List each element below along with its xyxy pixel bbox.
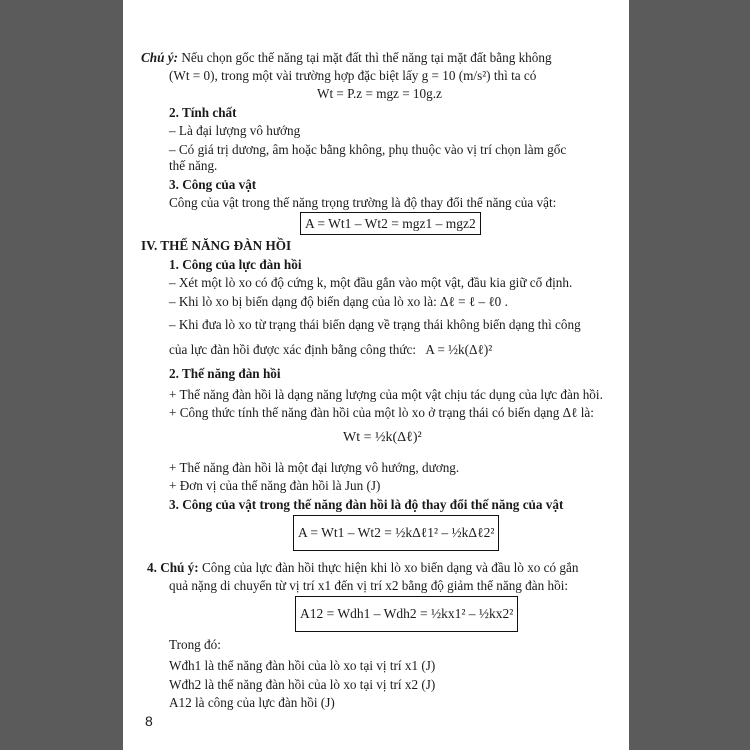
section-heading-elastic-potential: 2. Thế năng đàn hồi [169,366,281,381]
left-border [0,0,123,750]
section-heading-elastic-change: 3. Công của vật trong thế năng đàn hồi là độ thay đổi thế năng của vật [169,497,564,512]
elastic-work-bullet-2: – Khi lò xo bị biến dạng độ biến dạng của lò xo là: Δℓ = ℓ – ℓ0 . [169,294,508,309]
chapter-heading-elastic: IV. THẾ NĂNG ĐÀN HỒI [141,238,292,253]
elastic-work-bullet-1: – Xét một lò xo có độ cứng k, một đầu gắn vào một vật, đầu kia giữ cố định. [169,275,573,290]
elastic-change-formula: A = Wt1 – Wt2 = ½kΔℓ1² – ½kΔℓ2² [298,525,495,540]
work-formula: A = Wt1 – Wt2 = mgz1 – mgz2 [305,215,476,231]
elastic-potential-formula: Wt = ½k(Δℓ)² [343,430,422,445]
elastic-change-formula-box [293,515,499,551]
note4-where: Trong đó: [169,637,221,652]
section-heading-work: 3. Công của vật [169,177,257,192]
elastic-potential-bullet-1: + Thế năng đàn hồi là dạng năng lượng của một vật chịu tác dụng của lực đàn hồi. [169,387,603,402]
section-heading-properties: 2. Tính chất [169,105,237,120]
section-heading-elastic-work: 1. Công của lực đàn hồi [169,257,302,272]
note4-formula-box [295,596,518,632]
note4-line1: 4. Chú ý: Công của lực đàn hồi thực hiện khi lò xo biến dạng và đầu lò xo có gắn [147,560,579,575]
elastic-potential-bullet-4: + Đơn vị của thế năng đàn hồi là Jun (J) [169,478,381,493]
right-border [629,0,750,750]
page-number: 8 [145,713,153,729]
properties-bullet-2b: thế năng. [169,158,218,173]
note4-def-3: A12 là công của lực đàn hồi (J) [169,695,335,710]
work-text: Công của vật trong thế năng trọng trường là độ thay đổi thế năng của vật: [169,195,557,210]
note4-def-1: Wđh1 là thế năng đàn hồi của lò xo tại vị trí x1 (J) [169,658,436,673]
elastic-work-bullet-3a: – Khi đưa lò xo từ trạng thái biến dạng về trạng thái không biến dạng thì công [169,317,581,332]
note4-formula: A12 = Wdh1 – Wdh2 = ½kx1² – ½kx2² [300,606,514,621]
elastic-work-bullet-3b: của lực đàn hồi được xác định bằng công thức: A = ½k(Δℓ)² [169,342,493,357]
elastic-work-formula: A = ½k(Δℓ)² [425,342,493,357]
elastic-potential-bullet-2: + Công thức tính thế năng đàn hồi của một lò xo ở trạng thái có biến dạng Δℓ là: [169,405,594,420]
note1-formula: Wt = P.z = mgz = 10g.z [317,86,442,101]
work-formula-box [300,212,481,235]
note1-line1: Chú ý: Nếu chọn gốc thế năng tại mặt đất thì thế năng tại mặt đất bằng không [141,50,552,65]
note4-def-2: Wđh2 là thế năng đàn hồi của lò xo tại vị trí x2 (J) [169,677,436,692]
document-page [123,0,629,750]
elastic-potential-bullet-3: + Thế năng đàn hồi là một đại lượng vô hướng, dương. [169,460,460,475]
note1-line2: (Wt = 0), trong một vài trường hợp đặc biệt lấy g = 10 (m/s²) thì ta có [169,68,537,83]
note4-line2: quả nặng di chuyển từ vị trí x1 đến vị trí x2 bằng độ giảm thế năng đàn hồi: [169,578,569,593]
properties-bullet-1: – Là đại lượng vô hướng [169,123,301,138]
properties-bullet-2a: – Có giá trị dương, âm hoặc bằng không, phụ thuộc vào vị trí chọn làm gốc [169,142,567,157]
